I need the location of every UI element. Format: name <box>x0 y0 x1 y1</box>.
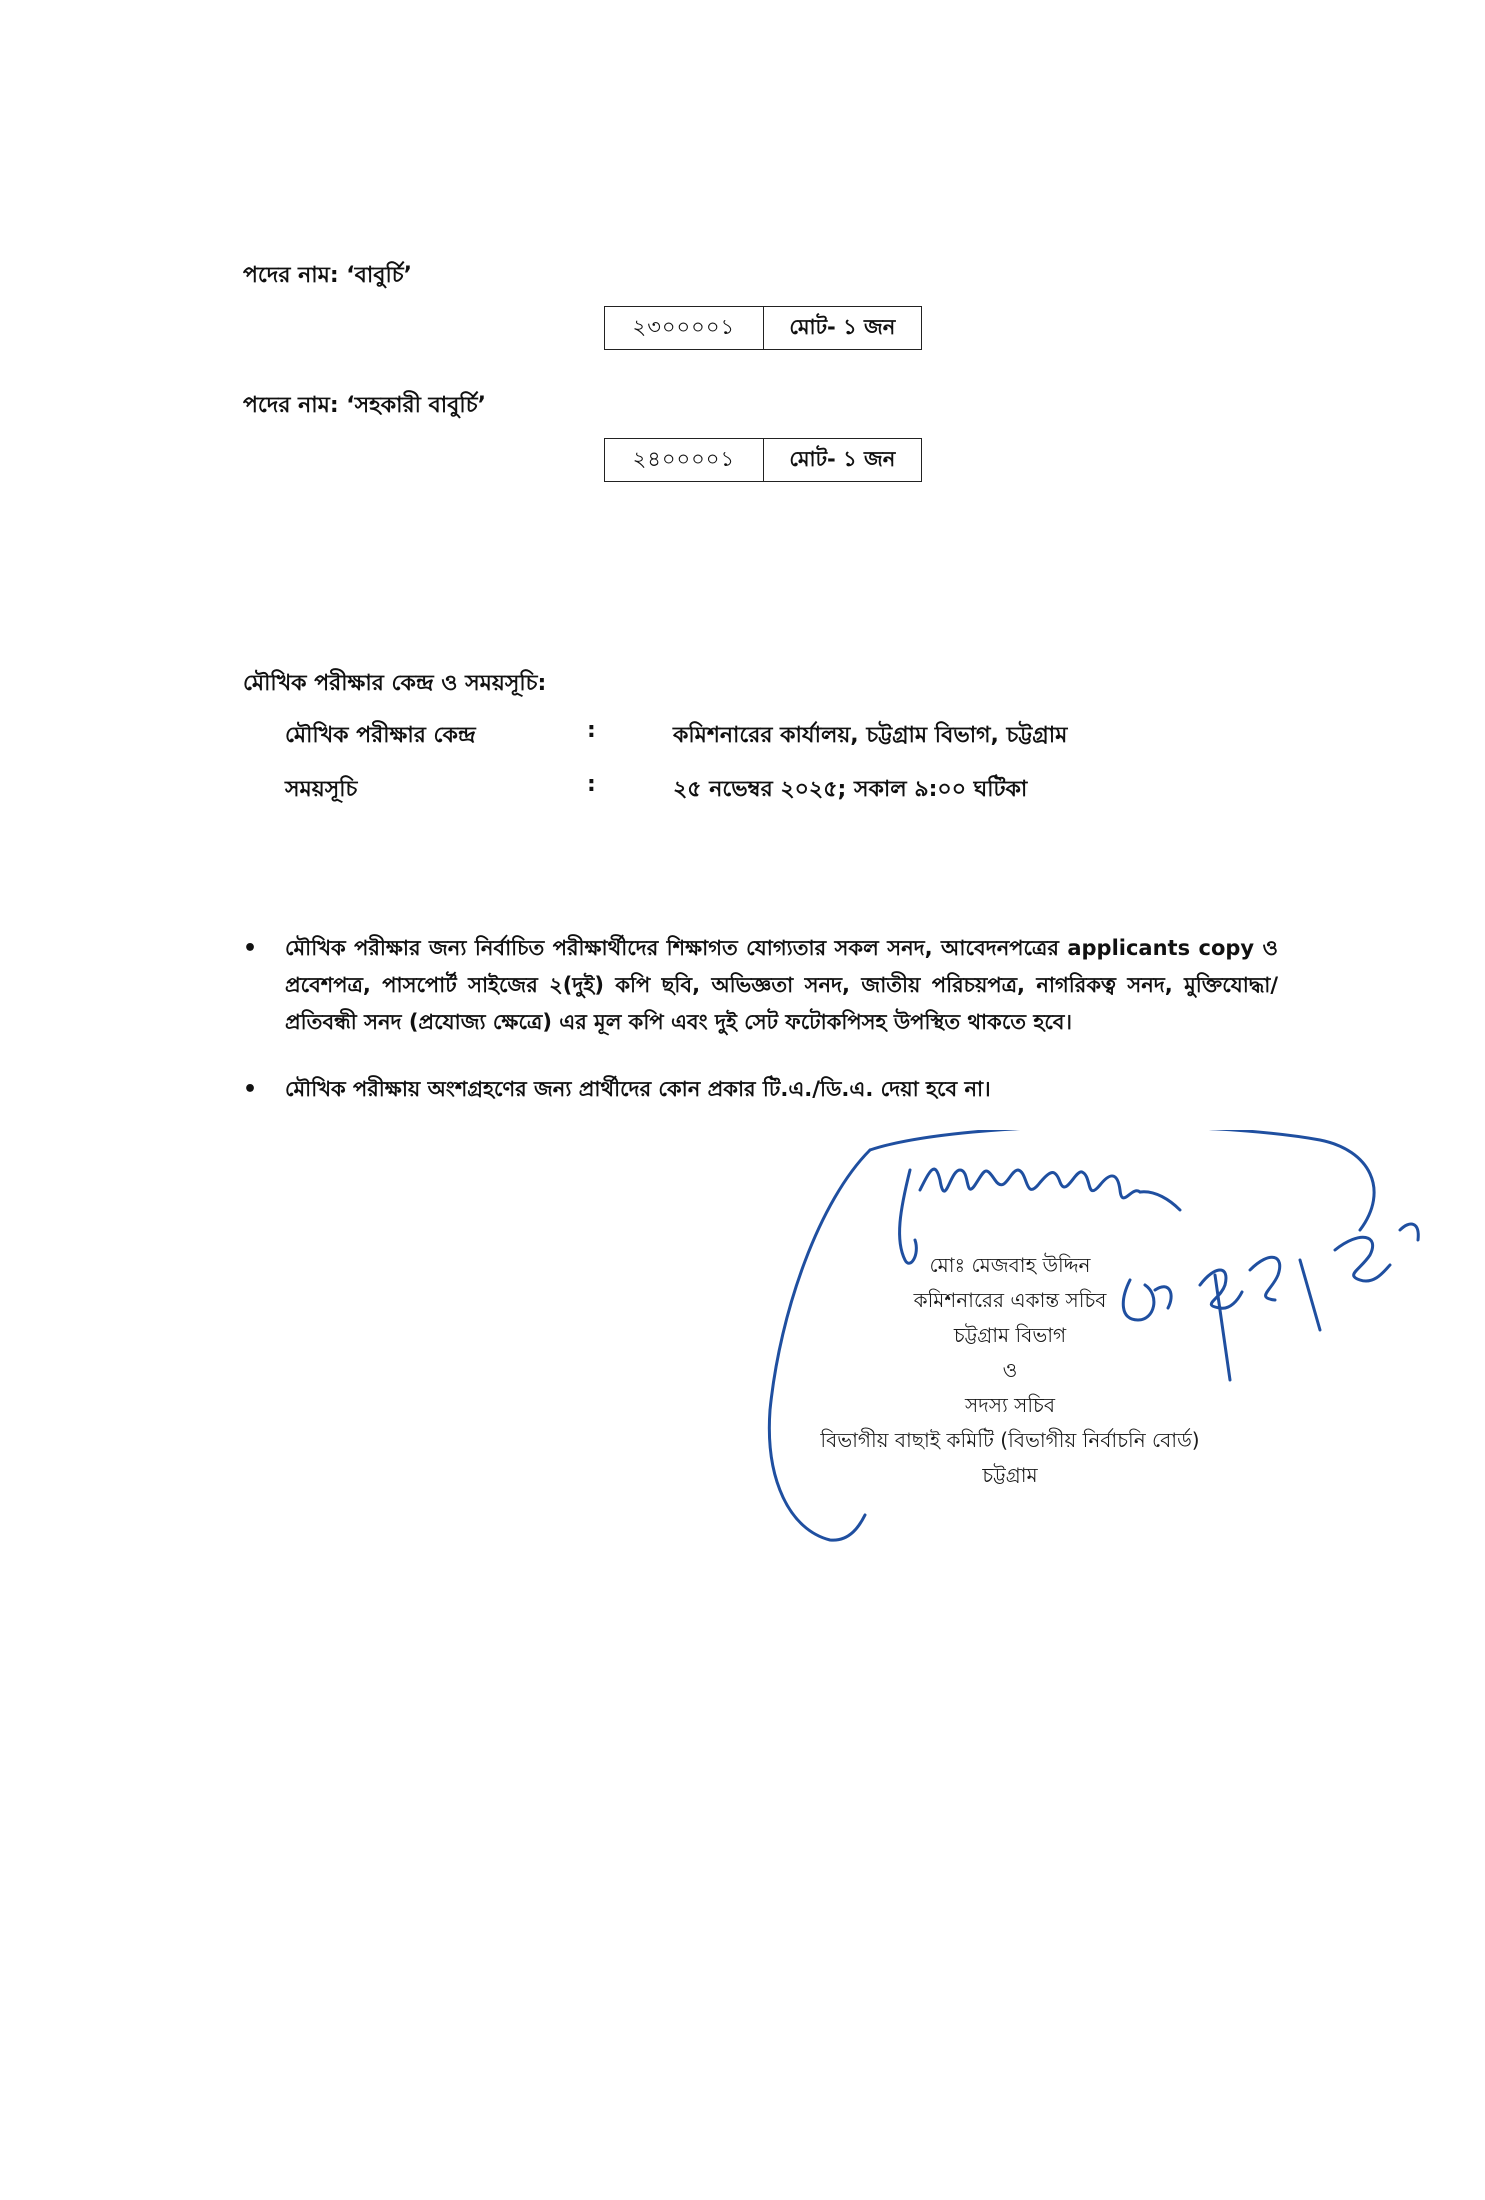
bullet-icon: • <box>243 936 258 961</box>
total-count: মোট- ১ জন <box>763 307 921 350</box>
instruction-list <box>243 930 1278 1138</box>
viva-schedule-row <box>285 772 1185 806</box>
viva-center-label: মৌখিক পরীক্ষার কেন্দ্র <box>285 723 476 748</box>
colon: : <box>587 718 596 743</box>
viva-section-heading: মৌখিক পরীক্ষার কেন্দ্র ও সময়সূচি: <box>243 671 547 696</box>
roll-number: ২৩০০০০১ <box>605 307 764 350</box>
signatory-block <box>720 1248 1300 1493</box>
total-count: মোট- ১ জন <box>763 439 921 482</box>
bullet-icon: • <box>243 1077 258 1102</box>
instruction-text: মৌখিক পরীক্ষার জন্য নির্বাচিত পরীক্ষার্থীদের শিক্ষাগত যোগ্যতার সকল সনদ, আবেদনপত্রের applicants copy ও প্রবেশপত্র, পাসপোর্ট সাইজের ২(দুই) কপি ছবি, অভিজ্ঞতা সনদ, জাতীয় পরিচয়পত্র, নাগরিকত্ব সনদ, মুক্তিযোদ্ধা/ প্রতিবন্ধী সনদ (প্রযোজ্য ক্ষেত্রে) এর মূল কপি এবং দুই সেট ফটোকপিসহ উপস্থিত থাকতে হবে। <box>285 936 1278 1034</box>
instruction-text: মৌখিক পরীক্ষায় অংশগ্রহণের জন্য প্রার্থীদের কোন প্রকার টি.এ./ডি.এ. দেয়া হবে না। <box>285 1077 991 1101</box>
signatory-committee: বিভাগীয় বাছাই কমিটি (বিভাগীয় নির্বাচনি বোর্ড) <box>820 1428 1200 1452</box>
roll-table-babu <box>604 306 922 350</box>
signatory-division: চট্টগ্রাম বিভাগ <box>953 1323 1067 1347</box>
viva-schedule-value: ২৫ নভেম্বর ২০২৫; সকাল ৯:০০ ঘটিকা <box>673 777 1028 802</box>
roll-number: ২৪০০০০১ <box>605 439 764 482</box>
signatory-location: চট্টগ্রাম <box>982 1463 1038 1487</box>
signatory-role: সদস্য সচিব <box>965 1393 1055 1417</box>
post-title-babu: পদের নাম: ‘বাবুর্চি’ <box>243 263 413 288</box>
instruction-item-ta-da <box>243 1071 1278 1108</box>
colon: : <box>587 772 596 797</box>
viva-center-value: কমিশনারের কার্যালয়, চট্টগ্রাম বিভাগ, চট্টগ্রাম <box>673 723 1068 748</box>
roll-table-assistant-babu <box>604 438 922 482</box>
post-title-assistant-babu: পদের নাম: ‘সহকারী বাবুর্চি’ <box>243 393 486 418</box>
signatory-conjunction: ও <box>1002 1358 1018 1382</box>
signatory-name: মোঃ মেজবাহ উদ্দিন <box>929 1253 1091 1277</box>
signatory-designation: কমিশনারের একান্ত সচিব <box>913 1288 1107 1312</box>
instruction-item-documents <box>243 930 1278 1041</box>
viva-center-row <box>285 718 1185 752</box>
viva-schedule-label: সময়সূচি <box>285 777 358 802</box>
